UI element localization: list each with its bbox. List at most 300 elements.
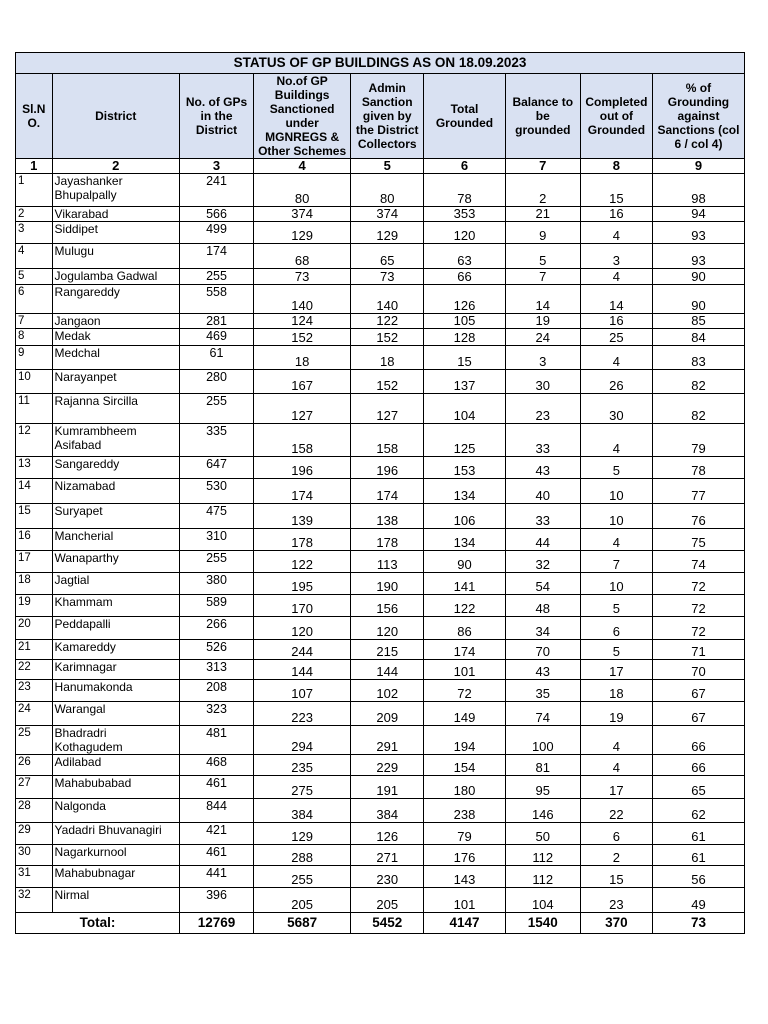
table-row bbox=[16, 680, 745, 702]
table-row bbox=[16, 479, 745, 504]
row-district: Adilabad bbox=[52, 755, 179, 776]
header-no-of-gps: No. of GPs in the District bbox=[179, 74, 253, 159]
column-number: 8 bbox=[580, 159, 652, 174]
row-sanctioned: 127 bbox=[254, 394, 351, 424]
table-row bbox=[16, 573, 745, 595]
row-admin-sanction: 215 bbox=[351, 640, 424, 660]
column-number-row bbox=[16, 159, 745, 174]
row-district: Mancherial bbox=[52, 529, 179, 551]
row-balance: 21 bbox=[505, 207, 580, 222]
row-no-of-gps: 441 bbox=[179, 866, 253, 888]
row-sl-no: 18 bbox=[16, 573, 53, 595]
row-completed: 19 bbox=[580, 702, 652, 726]
row-sl-no: 2 bbox=[16, 207, 53, 222]
table-row bbox=[16, 551, 745, 573]
row-district: Sangareddy bbox=[52, 457, 179, 479]
row-completed: 16 bbox=[580, 207, 652, 222]
row-sl-no: 8 bbox=[16, 329, 53, 346]
row-district: Kamareddy bbox=[52, 640, 179, 660]
total-completed: 370 bbox=[580, 913, 652, 934]
row-district: Vikarabad bbox=[52, 207, 179, 222]
row-sl-no: 31 bbox=[16, 866, 53, 888]
column-number: 6 bbox=[424, 159, 505, 174]
row-district: Suryapet bbox=[52, 504, 179, 529]
row-admin-sanction: 191 bbox=[351, 776, 424, 799]
row-admin-sanction: 120 bbox=[351, 617, 424, 640]
row-completed: 14 bbox=[580, 285, 652, 314]
row-sl-no: 14 bbox=[16, 479, 53, 504]
table-title: STATUS OF GP BUILDINGS AS ON 18.09.2023 bbox=[16, 53, 745, 74]
row-percent-grounding: 76 bbox=[652, 504, 744, 529]
row-no-of-gps: 335 bbox=[179, 424, 253, 457]
row-no-of-gps: 530 bbox=[179, 479, 253, 504]
row-admin-sanction: 291 bbox=[351, 726, 424, 755]
header-row bbox=[16, 74, 745, 159]
header-district: District bbox=[52, 74, 179, 159]
row-balance: 43 bbox=[505, 660, 580, 680]
row-completed: 5 bbox=[580, 457, 652, 479]
table-row bbox=[16, 329, 745, 346]
row-total-grounded: 101 bbox=[424, 888, 505, 913]
row-total-grounded: 90 bbox=[424, 551, 505, 573]
row-admin-sanction: 174 bbox=[351, 479, 424, 504]
row-sanctioned: 68 bbox=[254, 244, 351, 269]
table-row bbox=[16, 529, 745, 551]
row-admin-sanction: 229 bbox=[351, 755, 424, 776]
table-row bbox=[16, 799, 745, 823]
row-percent-grounding: 65 bbox=[652, 776, 744, 799]
row-sanctioned: 384 bbox=[254, 799, 351, 823]
row-sl-no: 15 bbox=[16, 504, 53, 529]
column-number: 4 bbox=[254, 159, 351, 174]
row-admin-sanction: 102 bbox=[351, 680, 424, 702]
total-percent: 73 bbox=[652, 913, 744, 934]
row-district: Nagarkurnool bbox=[52, 845, 179, 866]
row-completed: 17 bbox=[580, 660, 652, 680]
row-sanctioned: 124 bbox=[254, 314, 351, 329]
row-admin-sanction: 156 bbox=[351, 595, 424, 617]
row-balance: 81 bbox=[505, 755, 580, 776]
row-balance: 48 bbox=[505, 595, 580, 617]
row-total-grounded: 86 bbox=[424, 617, 505, 640]
row-balance: 35 bbox=[505, 680, 580, 702]
table-row bbox=[16, 269, 745, 285]
row-no-of-gps: 566 bbox=[179, 207, 253, 222]
row-percent-grounding: 82 bbox=[652, 394, 744, 424]
row-completed: 18 bbox=[580, 680, 652, 702]
row-district: Mulugu bbox=[52, 244, 179, 269]
column-number: 5 bbox=[351, 159, 424, 174]
row-district: Yadadri Bhuvanagiri bbox=[52, 823, 179, 845]
row-admin-sanction: 129 bbox=[351, 222, 424, 244]
table-row bbox=[16, 617, 745, 640]
row-sanctioned: 223 bbox=[254, 702, 351, 726]
row-total-grounded: 63 bbox=[424, 244, 505, 269]
row-balance: 9 bbox=[505, 222, 580, 244]
row-total-grounded: 134 bbox=[424, 479, 505, 504]
row-district: Jogulamba Gadwal bbox=[52, 269, 179, 285]
row-sanctioned: 275 bbox=[254, 776, 351, 799]
row-district: Peddapalli bbox=[52, 617, 179, 640]
row-balance: 3 bbox=[505, 346, 580, 370]
row-total-grounded: 134 bbox=[424, 529, 505, 551]
row-sl-no: 29 bbox=[16, 823, 53, 845]
row-sanctioned: 144 bbox=[254, 660, 351, 680]
row-total-grounded: 104 bbox=[424, 394, 505, 424]
row-percent-grounding: 61 bbox=[652, 823, 744, 845]
row-district: Medak bbox=[52, 329, 179, 346]
row-total-grounded: 176 bbox=[424, 845, 505, 866]
row-total-grounded: 180 bbox=[424, 776, 505, 799]
row-total-grounded: 120 bbox=[424, 222, 505, 244]
row-sl-no: 7 bbox=[16, 314, 53, 329]
row-sl-no: 27 bbox=[16, 776, 53, 799]
row-balance: 33 bbox=[505, 424, 580, 457]
row-admin-sanction: 144 bbox=[351, 660, 424, 680]
row-completed: 6 bbox=[580, 617, 652, 640]
row-no-of-gps: 469 bbox=[179, 329, 253, 346]
row-sl-no: 1 bbox=[16, 174, 53, 207]
row-district: Nirmal bbox=[52, 888, 179, 913]
header-completed: Completed out of Grounded bbox=[580, 74, 652, 159]
row-no-of-gps: 323 bbox=[179, 702, 253, 726]
row-sanctioned: 80 bbox=[254, 174, 351, 207]
header-balance: Balance to be grounded bbox=[505, 74, 580, 159]
row-sl-no: 12 bbox=[16, 424, 53, 457]
row-sanctioned: 294 bbox=[254, 726, 351, 755]
table-row bbox=[16, 845, 745, 866]
table-row bbox=[16, 370, 745, 394]
row-percent-grounding: 98 bbox=[652, 174, 744, 207]
row-admin-sanction: 113 bbox=[351, 551, 424, 573]
column-number: 3 bbox=[179, 159, 253, 174]
row-total-grounded: 79 bbox=[424, 823, 505, 845]
row-percent-grounding: 67 bbox=[652, 702, 744, 726]
row-sanctioned: 235 bbox=[254, 755, 351, 776]
row-district: Jagtial bbox=[52, 573, 179, 595]
row-sl-no: 5 bbox=[16, 269, 53, 285]
row-sanctioned: 174 bbox=[254, 479, 351, 504]
row-completed: 4 bbox=[580, 222, 652, 244]
row-admin-sanction: 152 bbox=[351, 370, 424, 394]
row-percent-grounding: 66 bbox=[652, 755, 744, 776]
row-percent-grounding: 78 bbox=[652, 457, 744, 479]
row-no-of-gps: 526 bbox=[179, 640, 253, 660]
row-sl-no: 26 bbox=[16, 755, 53, 776]
row-sl-no: 16 bbox=[16, 529, 53, 551]
column-number: 1 bbox=[16, 159, 53, 174]
row-sl-no: 13 bbox=[16, 457, 53, 479]
row-sanctioned: 18 bbox=[254, 346, 351, 370]
row-completed: 10 bbox=[580, 573, 652, 595]
row-completed: 4 bbox=[580, 424, 652, 457]
row-balance: 19 bbox=[505, 314, 580, 329]
row-percent-grounding: 84 bbox=[652, 329, 744, 346]
total-balance: 1540 bbox=[505, 913, 580, 934]
table-row bbox=[16, 207, 745, 222]
row-balance: 74 bbox=[505, 702, 580, 726]
row-percent-grounding: 62 bbox=[652, 799, 744, 823]
row-no-of-gps: 255 bbox=[179, 394, 253, 424]
row-sanctioned: 120 bbox=[254, 617, 351, 640]
row-sl-no: 10 bbox=[16, 370, 53, 394]
row-total-grounded: 106 bbox=[424, 504, 505, 529]
row-admin-sanction: 122 bbox=[351, 314, 424, 329]
row-balance: 33 bbox=[505, 504, 580, 529]
row-no-of-gps: 475 bbox=[179, 504, 253, 529]
table-row bbox=[16, 660, 745, 680]
table-row bbox=[16, 424, 745, 457]
header-percent-grounding: % of Grounding against Sanctions (col 6 / col 4) bbox=[652, 74, 744, 159]
row-total-grounded: 125 bbox=[424, 424, 505, 457]
row-sl-no: 22 bbox=[16, 660, 53, 680]
row-completed: 5 bbox=[580, 595, 652, 617]
row-sl-no: 4 bbox=[16, 244, 53, 269]
row-percent-grounding: 85 bbox=[652, 314, 744, 329]
row-no-of-gps: 844 bbox=[179, 799, 253, 823]
row-sanctioned: 195 bbox=[254, 573, 351, 595]
row-district: Medchal bbox=[52, 346, 179, 370]
row-percent-grounding: 90 bbox=[652, 269, 744, 285]
row-completed: 17 bbox=[580, 776, 652, 799]
row-completed: 10 bbox=[580, 479, 652, 504]
row-percent-grounding: 77 bbox=[652, 479, 744, 504]
row-completed: 4 bbox=[580, 755, 652, 776]
row-sl-no: 20 bbox=[16, 617, 53, 640]
row-no-of-gps: 468 bbox=[179, 755, 253, 776]
row-balance: 2 bbox=[505, 174, 580, 207]
row-district: Karimnagar bbox=[52, 660, 179, 680]
row-admin-sanction: 73 bbox=[351, 269, 424, 285]
table-row bbox=[16, 702, 745, 726]
table-row bbox=[16, 174, 745, 207]
row-admin-sanction: 230 bbox=[351, 866, 424, 888]
total-gps: 12769 bbox=[179, 913, 253, 934]
row-completed: 3 bbox=[580, 244, 652, 269]
row-sl-no: 3 bbox=[16, 222, 53, 244]
row-sl-no: 32 bbox=[16, 888, 53, 913]
row-sanctioned: 140 bbox=[254, 285, 351, 314]
row-district: Rangareddy bbox=[52, 285, 179, 314]
row-no-of-gps: 589 bbox=[179, 595, 253, 617]
table-row bbox=[16, 346, 745, 370]
row-balance: 5 bbox=[505, 244, 580, 269]
row-admin-sanction: 205 bbox=[351, 888, 424, 913]
row-completed: 25 bbox=[580, 329, 652, 346]
table-row bbox=[16, 866, 745, 888]
row-total-grounded: 15 bbox=[424, 346, 505, 370]
row-percent-grounding: 67 bbox=[652, 680, 744, 702]
row-district: Wanaparthy bbox=[52, 551, 179, 573]
row-total-grounded: 105 bbox=[424, 314, 505, 329]
row-balance: 44 bbox=[505, 529, 580, 551]
row-total-grounded: 149 bbox=[424, 702, 505, 726]
row-sl-no: 24 bbox=[16, 702, 53, 726]
row-admin-sanction: 384 bbox=[351, 799, 424, 823]
row-percent-grounding: 49 bbox=[652, 888, 744, 913]
row-total-grounded: 72 bbox=[424, 680, 505, 702]
row-percent-grounding: 75 bbox=[652, 529, 744, 551]
row-no-of-gps: 255 bbox=[179, 551, 253, 573]
row-admin-sanction: 126 bbox=[351, 823, 424, 845]
row-percent-grounding: 90 bbox=[652, 285, 744, 314]
row-sanctioned: 73 bbox=[254, 269, 351, 285]
row-completed: 15 bbox=[580, 866, 652, 888]
row-percent-grounding: 74 bbox=[652, 551, 744, 573]
table-row bbox=[16, 776, 745, 799]
row-completed: 26 bbox=[580, 370, 652, 394]
row-balance: 23 bbox=[505, 394, 580, 424]
row-balance: 146 bbox=[505, 799, 580, 823]
row-district: Hanumakonda bbox=[52, 680, 179, 702]
row-sanctioned: 255 bbox=[254, 866, 351, 888]
row-no-of-gps: 481 bbox=[179, 726, 253, 755]
row-no-of-gps: 380 bbox=[179, 573, 253, 595]
row-district: Kumrambheem Asifabad bbox=[52, 424, 179, 457]
row-sanctioned: 129 bbox=[254, 222, 351, 244]
row-district: Jangaon bbox=[52, 314, 179, 329]
row-sanctioned: 374 bbox=[254, 207, 351, 222]
table-row bbox=[16, 244, 745, 269]
table-row bbox=[16, 394, 745, 424]
row-percent-grounding: 56 bbox=[652, 866, 744, 888]
row-no-of-gps: 647 bbox=[179, 457, 253, 479]
row-completed: 6 bbox=[580, 823, 652, 845]
row-total-grounded: 238 bbox=[424, 799, 505, 823]
row-admin-sanction: 374 bbox=[351, 207, 424, 222]
row-district: Jayashanker Bhupalpally bbox=[52, 174, 179, 207]
row-district: Bhadradri Kothagudem bbox=[52, 726, 179, 755]
row-admin-sanction: 65 bbox=[351, 244, 424, 269]
row-admin-sanction: 140 bbox=[351, 285, 424, 314]
row-completed: 4 bbox=[580, 346, 652, 370]
gp-buildings-status-table bbox=[15, 52, 745, 934]
total-row bbox=[16, 913, 745, 934]
row-balance: 34 bbox=[505, 617, 580, 640]
row-percent-grounding: 70 bbox=[652, 660, 744, 680]
row-sl-no: 28 bbox=[16, 799, 53, 823]
row-sanctioned: 152 bbox=[254, 329, 351, 346]
row-district: Narayanpet bbox=[52, 370, 179, 394]
row-admin-sanction: 152 bbox=[351, 329, 424, 346]
row-completed: 2 bbox=[580, 845, 652, 866]
row-total-grounded: 154 bbox=[424, 755, 505, 776]
row-admin-sanction: 138 bbox=[351, 504, 424, 529]
row-completed: 23 bbox=[580, 888, 652, 913]
row-district: Nizamabad bbox=[52, 479, 179, 504]
row-sanctioned: 122 bbox=[254, 551, 351, 573]
row-total-grounded: 128 bbox=[424, 329, 505, 346]
row-sanctioned: 205 bbox=[254, 888, 351, 913]
row-no-of-gps: 461 bbox=[179, 845, 253, 866]
row-sanctioned: 129 bbox=[254, 823, 351, 845]
table-row bbox=[16, 755, 745, 776]
row-sanctioned: 170 bbox=[254, 595, 351, 617]
row-sanctioned: 288 bbox=[254, 845, 351, 866]
row-completed: 4 bbox=[580, 726, 652, 755]
row-percent-grounding: 82 bbox=[652, 370, 744, 394]
row-no-of-gps: 461 bbox=[179, 776, 253, 799]
row-balance: 104 bbox=[505, 888, 580, 913]
row-admin-sanction: 80 bbox=[351, 174, 424, 207]
row-completed: 10 bbox=[580, 504, 652, 529]
row-total-grounded: 66 bbox=[424, 269, 505, 285]
row-percent-grounding: 83 bbox=[652, 346, 744, 370]
row-total-grounded: 143 bbox=[424, 866, 505, 888]
row-sl-no: 21 bbox=[16, 640, 53, 660]
table-row bbox=[16, 823, 745, 845]
row-sanctioned: 244 bbox=[254, 640, 351, 660]
column-number: 9 bbox=[652, 159, 744, 174]
row-total-grounded: 126 bbox=[424, 285, 505, 314]
row-admin-sanction: 190 bbox=[351, 573, 424, 595]
row-no-of-gps: 61 bbox=[179, 346, 253, 370]
total-label: Total: bbox=[16, 913, 180, 934]
row-total-grounded: 122 bbox=[424, 595, 505, 617]
row-completed: 30 bbox=[580, 394, 652, 424]
row-total-grounded: 101 bbox=[424, 660, 505, 680]
row-district: Mahabubabad bbox=[52, 776, 179, 799]
row-completed: 4 bbox=[580, 529, 652, 551]
row-percent-grounding: 79 bbox=[652, 424, 744, 457]
table-body bbox=[16, 174, 745, 913]
column-number: 7 bbox=[505, 159, 580, 174]
row-percent-grounding: 66 bbox=[652, 726, 744, 755]
row-no-of-gps: 421 bbox=[179, 823, 253, 845]
row-sanctioned: 196 bbox=[254, 457, 351, 479]
row-sanctioned: 158 bbox=[254, 424, 351, 457]
total-admin-sanction: 5452 bbox=[351, 913, 424, 934]
table-row bbox=[16, 640, 745, 660]
row-no-of-gps: 174 bbox=[179, 244, 253, 269]
row-admin-sanction: 209 bbox=[351, 702, 424, 726]
row-percent-grounding: 71 bbox=[652, 640, 744, 660]
row-total-grounded: 137 bbox=[424, 370, 505, 394]
row-sl-no: 17 bbox=[16, 551, 53, 573]
row-no-of-gps: 280 bbox=[179, 370, 253, 394]
row-balance: 40 bbox=[505, 479, 580, 504]
row-percent-grounding: 61 bbox=[652, 845, 744, 866]
row-percent-grounding: 94 bbox=[652, 207, 744, 222]
row-total-grounded: 153 bbox=[424, 457, 505, 479]
row-balance: 95 bbox=[505, 776, 580, 799]
row-percent-grounding: 93 bbox=[652, 244, 744, 269]
header-total-grounded: Total Grounded bbox=[424, 74, 505, 159]
row-balance: 70 bbox=[505, 640, 580, 660]
row-percent-grounding: 72 bbox=[652, 573, 744, 595]
row-balance: 50 bbox=[505, 823, 580, 845]
row-district: Nalgonda bbox=[52, 799, 179, 823]
row-sl-no: 19 bbox=[16, 595, 53, 617]
row-balance: 100 bbox=[505, 726, 580, 755]
row-district: Warangal bbox=[52, 702, 179, 726]
row-total-grounded: 353 bbox=[424, 207, 505, 222]
row-sl-no: 30 bbox=[16, 845, 53, 866]
row-balance: 7 bbox=[505, 269, 580, 285]
row-admin-sanction: 127 bbox=[351, 394, 424, 424]
row-balance: 24 bbox=[505, 329, 580, 346]
row-balance: 30 bbox=[505, 370, 580, 394]
row-completed: 5 bbox=[580, 640, 652, 660]
table-row bbox=[16, 595, 745, 617]
row-no-of-gps: 396 bbox=[179, 888, 253, 913]
row-percent-grounding: 93 bbox=[652, 222, 744, 244]
total-sanctioned: 5687 bbox=[254, 913, 351, 934]
row-percent-grounding: 72 bbox=[652, 595, 744, 617]
row-no-of-gps: 313 bbox=[179, 660, 253, 680]
table-row bbox=[16, 504, 745, 529]
row-completed: 15 bbox=[580, 174, 652, 207]
